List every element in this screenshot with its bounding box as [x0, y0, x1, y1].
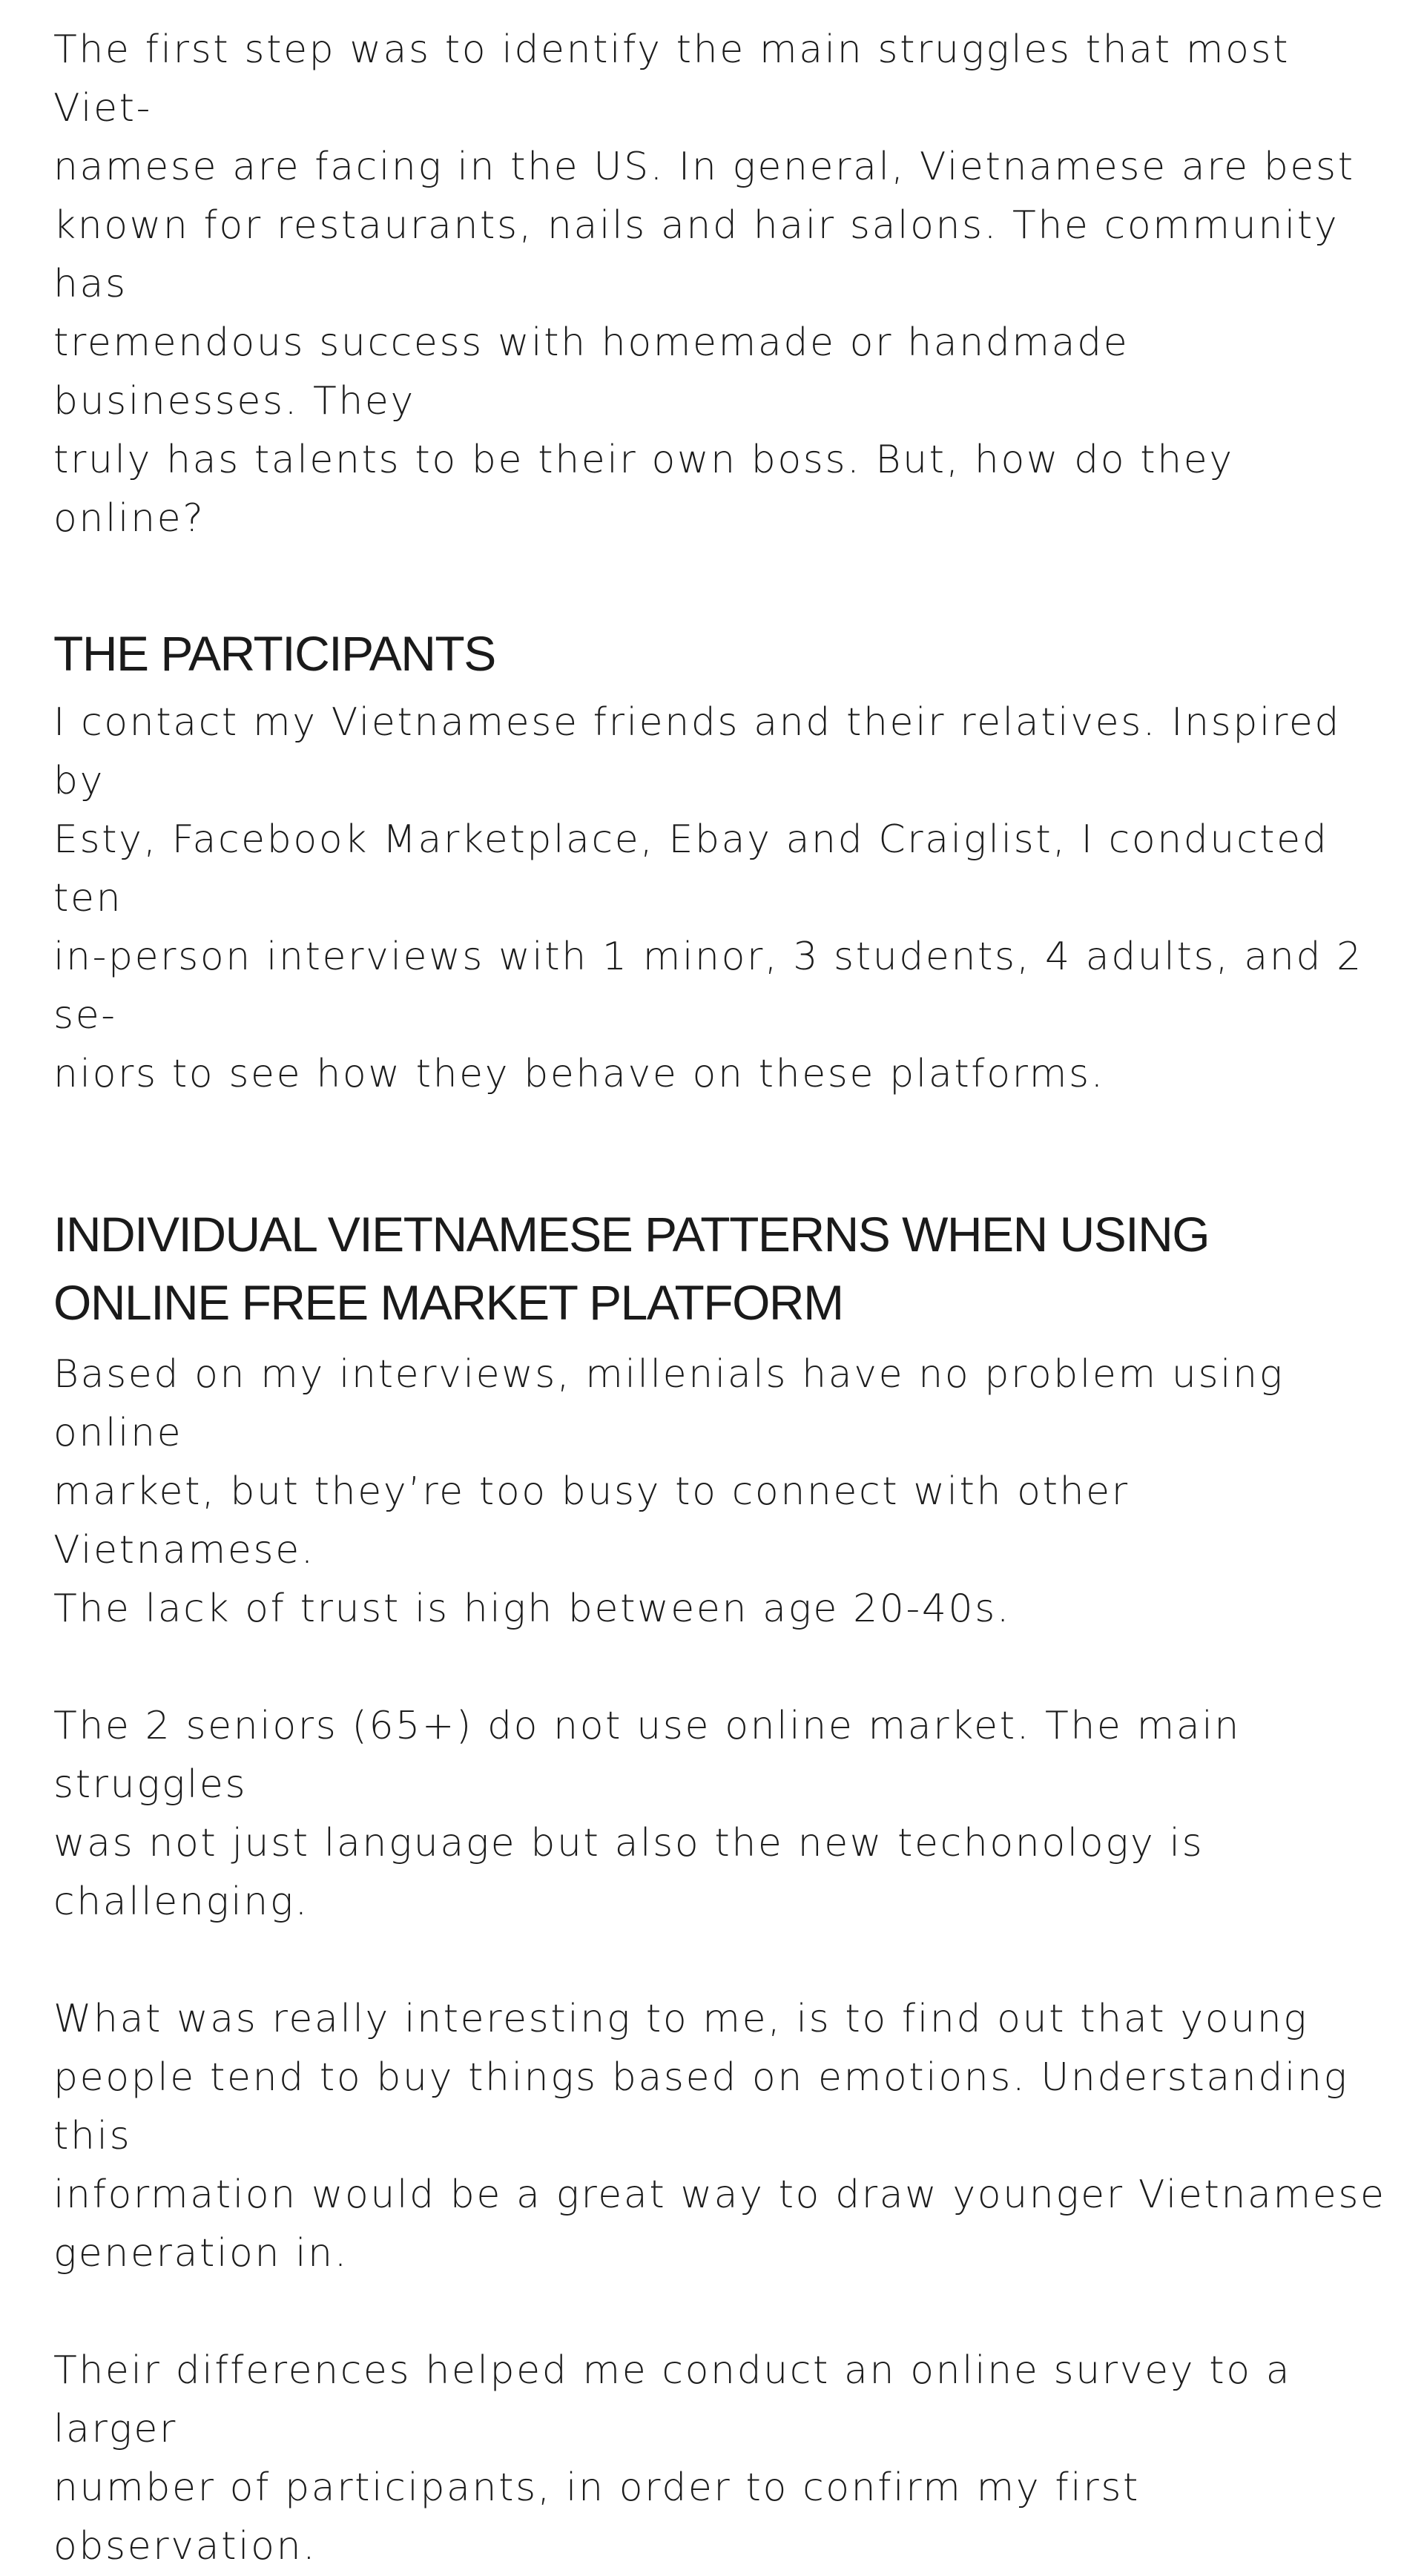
- participants-paragraph: I contact my Vietnamese friends and their relatives. Inspired by Esty, Facebook Marketplace, Ebay and Craiglist, I conducted ten in-person interviews with 1 minor, 3 students, 4 adults, and 2 se- niors to see how they behave on these platforms.: [53, 700, 1363, 1096]
- document-page: [53, 21, 1388, 2576]
- intro-paragraph: The first step was to identify the main struggles that most Viet- namese are facing in the US. In general, Vietnamese are best known for restaurants, nails and hair salons. The community has tremendous success with homemade or handmade businesses. They truly has talents to be their own boss. But, how do they online?: [53, 27, 1355, 541]
- patterns-paragraph-survey: Their differences helped me conduct an online survey to a larger number of participants, in order to confirm my first observation.: [53, 2348, 1292, 2569]
- patterns-paragraph-millenials: Based on my interviews, millenials have no problem using online market, but they’re too busy to connect with other Vietnamese. The lack of trust is high between age 20-40s.: [53, 1352, 1285, 1631]
- patterns-heading: INDIVIDUAL VIETNAMESE PATTERNS WHEN USING ONLINE FREE MARKET PLATFORM: [53, 1207, 1210, 1330]
- participants-heading: THE PARTICIPANTS: [53, 626, 495, 681]
- patterns-paragraph-seniors: The 2 seniors (65+) do not use online market. The main struggles was not just language but also the new techonology is challenging.: [53, 1704, 1241, 1924]
- patterns-paragraph-emotions: What was really interesting to me, is to find out that young people tend to buy things based on emotions. Understanding this information would be a great way to draw younger Vietnamese generation in.: [53, 1997, 1386, 2276]
